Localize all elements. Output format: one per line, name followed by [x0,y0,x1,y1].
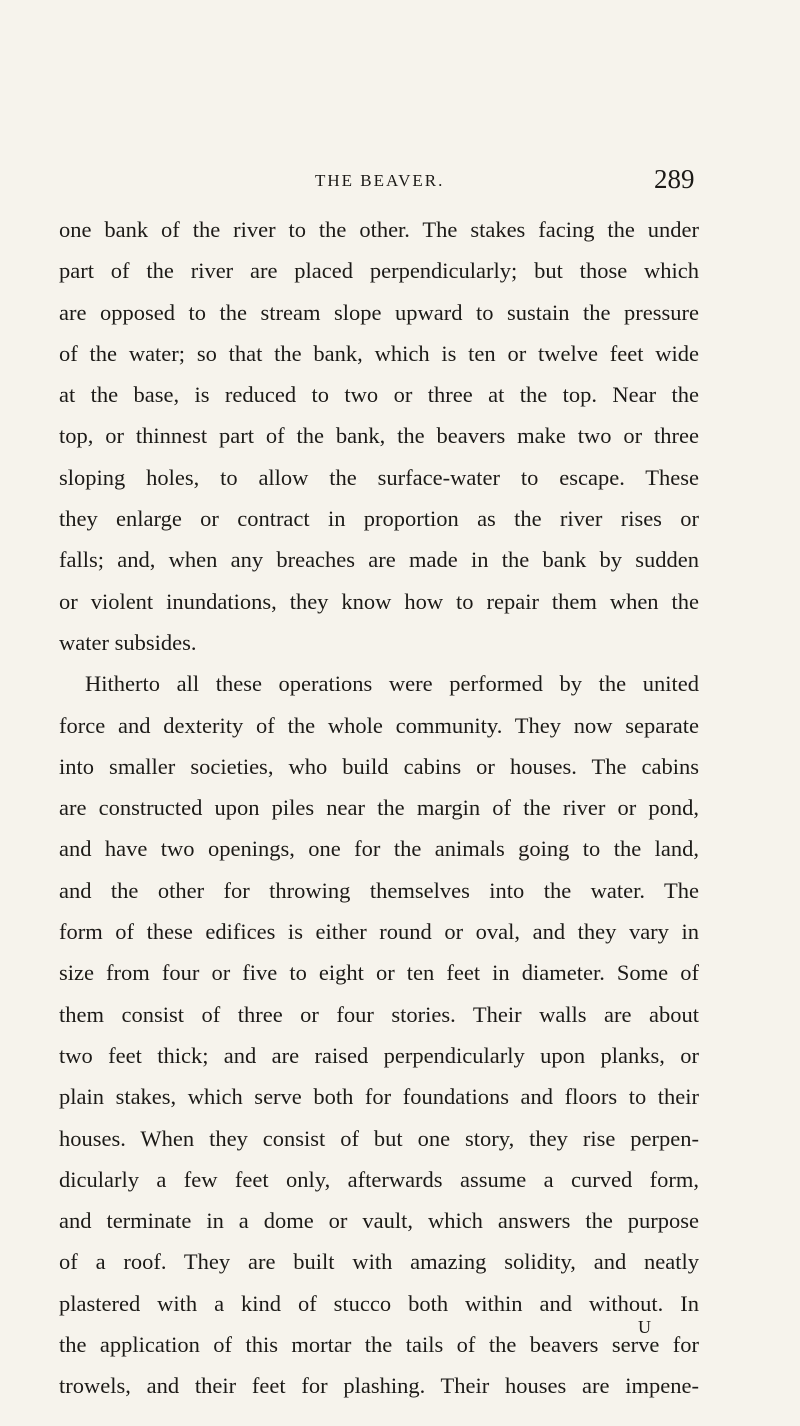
text-line: are opposed to the stream slope upward to sustain the pressure [59,299,699,325]
text-line: size from four or five to eight or ten feet in diameter. Some of [59,960,699,986]
paragraph-end-line: water subsides. [59,629,197,655]
text-line: they enlarge or contract in proportion as the river rises or [59,506,699,532]
text-line: or violent inundations, they know how to repair them when the [59,588,699,614]
running-title: THE BEAVER. [315,171,445,190]
text-line: part of the river are placed perpendicularly; but those which [59,258,699,284]
body-text [59,209,699,1407]
page-number: 289 [654,164,695,194]
text-line: dicularly a few feet only, afterwards assume a curved form, [59,1166,699,1192]
text-line: two feet thick; and are raised perpendicularly upon planks, or [59,1042,699,1068]
text-line: of the water; so that the bank, which is ten or twelve feet wide [59,340,699,366]
text-line: plain stakes, which serve both for foundations and floors to their [59,1084,699,1110]
text-line: at the base, is reduced to two or three at the top. Near the [59,382,699,408]
text-line: form of these edifices is either round or oval, and they vary in [59,919,699,945]
text-line: and terminate in a dome or vault, which answers the purpose [59,1208,699,1234]
text-line: top, or thinnest part of the bank, the beavers make two or three [59,423,699,449]
text-line: sloping holes, to allow the surface-water to escape. These [59,464,699,490]
text-line: into smaller societies, who build cabins or houses. The cabins [59,753,699,779]
text-line: trowels, and their feet for plashing. Their houses are impene- [59,1373,699,1399]
text-line: one bank of the river to the other. The stakes facing the under [59,217,699,242]
text-line: and the other for throwing themselves into the water. The [59,877,699,903]
text-line: houses. When they consist of but one story, they rise perpen- [59,1125,699,1151]
page-header [0,166,800,196]
signature-mark: U [638,1317,651,1337]
text-line: the application of this mortar the tails of the beavers serve for [59,1332,699,1358]
text-line: plastered with a kind of stucco both within and without. In [59,1290,699,1316]
text-line: them consist of three or four stories. Their walls are about [59,1001,699,1027]
paragraph-start-line: Hitherto all these operations were performed by the united [85,671,699,697]
text-line: falls; and, when any breaches are made in the bank by sudden [59,547,699,573]
text-line: are constructed upon piles near the margin of the river or pond, [59,795,699,821]
text-line: and have two openings, one for the animals going to the land, [59,836,699,862]
text-line: force and dexterity of the whole community. They now separate [59,712,699,738]
text-line: of a roof. They are built with amazing solidity, and neatly [59,1249,699,1275]
